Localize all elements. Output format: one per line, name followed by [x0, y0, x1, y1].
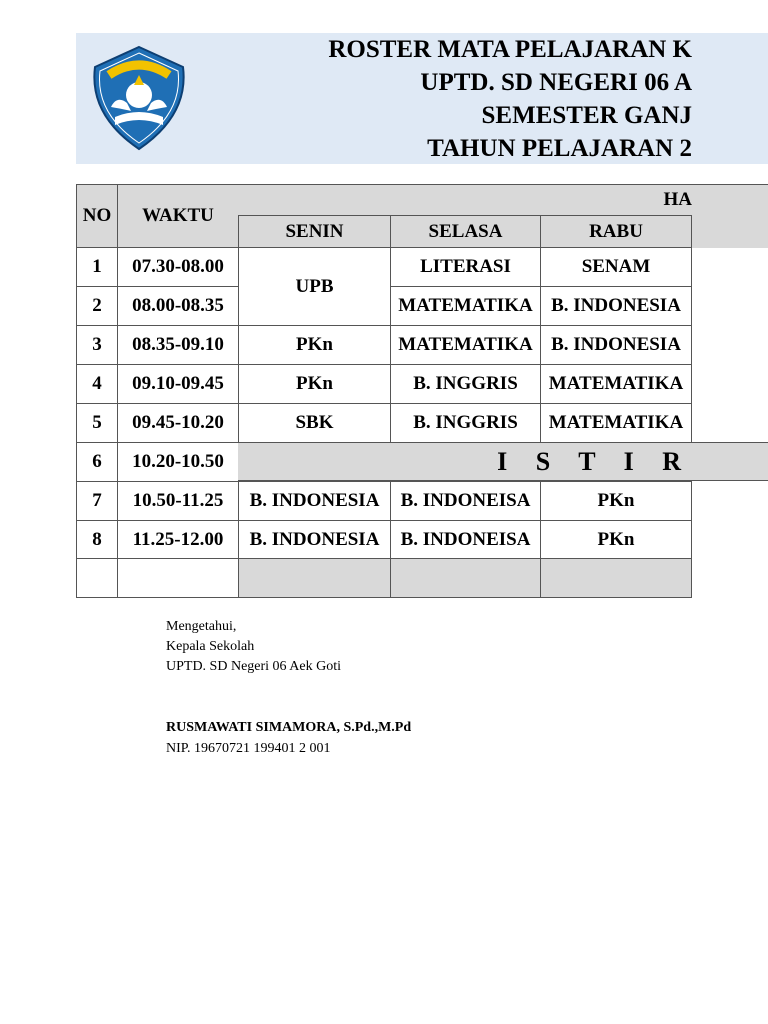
empty-row-rabu [540, 558, 692, 598]
row-7-senin: B. INDONESIA [238, 481, 391, 521]
row-7-selasa: B. INDONEISA [390, 481, 541, 521]
row-5-waktu: 09.45-10.20 [117, 403, 239, 443]
row-3-no: 3 [76, 325, 118, 365]
istirahat-label: I S T I R [497, 447, 692, 476]
row-3-selasa: MATEMATIKA [390, 325, 541, 365]
row-4-waktu: 09.10-09.45 [117, 364, 239, 404]
row-5-selasa: B. INGGRIS [390, 403, 541, 443]
day-header-rabu: RABU [540, 215, 692, 248]
row-3-waktu: 08.35-09.10 [117, 325, 239, 365]
header-fill-right [692, 215, 768, 248]
row-7-rabu: PKn [540, 481, 692, 521]
row-8-selasa: B. INDONEISA [390, 520, 541, 559]
row-2-rabu: B. INDONESIA [540, 286, 692, 326]
row-8-senin: B. INDONESIA [238, 520, 391, 559]
day-header-senin: SENIN [238, 215, 391, 248]
row-2-waktu: 08.00-08.35 [117, 286, 239, 326]
row-8-waktu: 11.25-12.00 [117, 520, 239, 559]
row-5-senin: SBK [238, 403, 391, 443]
row-2-no: 2 [76, 286, 118, 326]
row-7-no: 7 [76, 481, 118, 521]
empty-row-waktu [117, 558, 239, 598]
row-6-waktu: 10.20-10.50 [117, 442, 239, 482]
sig-nip: NIP. 19670721 199401 2 001 [166, 741, 331, 756]
sig-name: RUSMAWATI SIMAMORA, S.Pd.,M.Pd [166, 720, 412, 735]
header-title-line-1: ROSTER MATA PELAJARAN K [328, 36, 692, 63]
row-4-no: 4 [76, 364, 118, 404]
col-waktu-header: WAKTU [117, 184, 239, 248]
row-5-rabu: MATEMATIKA [540, 403, 692, 443]
row-6-no: 6 [76, 442, 118, 482]
empty-row-senin [238, 558, 391, 598]
sig-acknowledged: Mengetahui, [166, 619, 237, 634]
row-1-waktu: 07.30-08.00 [117, 247, 239, 287]
header-title-line-4: TAHUN PELAJARAN 2 [427, 135, 692, 162]
row-2-selasa: MATEMATIKA [390, 286, 541, 326]
row-4-senin: PKn [238, 364, 391, 404]
row-3-senin: PKn [238, 325, 391, 365]
row-7-waktu: 10.50-11.25 [117, 481, 239, 521]
row-1-selasa: LITERASI [390, 247, 541, 287]
row-4-rabu: MATEMATIKA [540, 364, 692, 404]
hari-header-label: HA [663, 189, 692, 210]
empty-row-no [76, 558, 118, 598]
row-3-rabu: B. INDONESIA [540, 325, 692, 365]
row-5-no: 5 [76, 403, 118, 443]
empty-row-selasa [390, 558, 541, 598]
row-8-no: 8 [76, 520, 118, 559]
sig-role: Kepala Sekolah [166, 639, 255, 654]
row-1-2-senin: UPB [238, 247, 391, 326]
row-1-no: 1 [76, 247, 118, 287]
col-no-header: NO [76, 184, 118, 248]
row-4-selasa: B. INGGRIS [390, 364, 541, 404]
tut-wuri-handayani-logo [87, 45, 191, 151]
row-1-rabu: SENAM [540, 247, 692, 287]
header-title-line-3: SEMESTER GANJ [481, 102, 692, 129]
header-title-line-2: UPTD. SD NEGERI 06 A [420, 69, 692, 96]
sig-school: UPTD. SD Negeri 06 Aek Goti [166, 659, 341, 674]
day-header-selasa: SELASA [390, 215, 541, 248]
row-8-rabu: PKn [540, 520, 692, 559]
